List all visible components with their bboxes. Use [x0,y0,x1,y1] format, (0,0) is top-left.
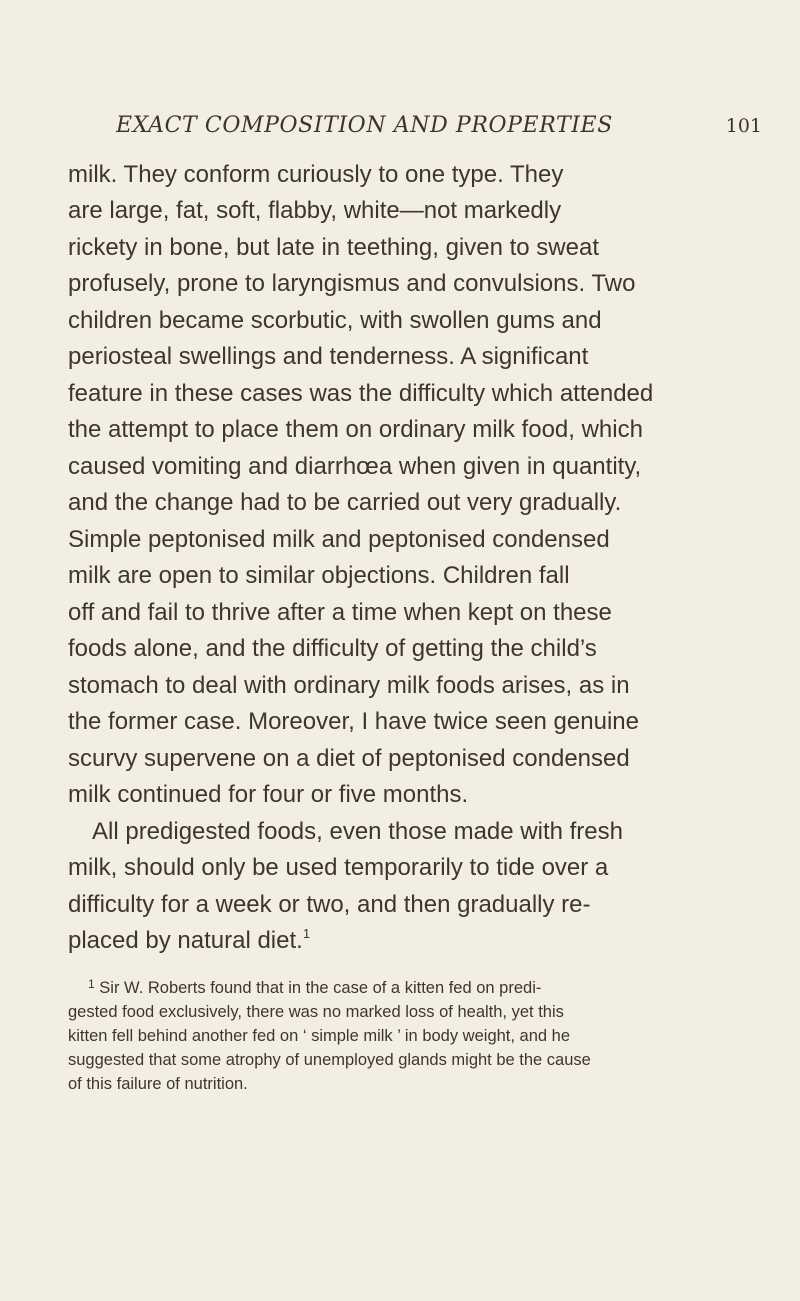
body-line: profusely, prone to laryngismus and convulsions. Two [68,270,636,297]
page-number: 101 [725,115,762,137]
body-line: Simple peptonised milk and peptonised condensed [68,526,610,553]
footnote-line-text: Sir W. Roberts found that in the case of a kitten fed on predi- [99,979,542,997]
body-line: feature in these cases was the difficulty which attended [68,380,654,407]
body-line: the former case. Moreover, I have twice seen genuine [68,708,639,735]
body-line: milk. They conform curiously to one type. They [68,161,564,188]
body-line: foods alone, and the difficulty of getting the child’s [68,635,597,662]
footnote-line: gested food exclusively, there was no marked loss of health, yet this [68,1003,564,1021]
footnote-line [88,977,541,999]
footnote-line: of this failure of nutrition. [68,1075,248,1093]
body-line: milk continued for four or five months. [68,781,469,808]
body-line-text: placed by natural diet. [68,927,303,954]
body-line: difficulty for a week or two, and then gradually re- [68,891,591,918]
body-line: are large, fat, soft, flabby, white—not markedly [68,197,562,224]
body-line: the attempt to place them on ordinary milk food, which [68,416,643,443]
body-line: milk, should only be used temporarily to tide over a [68,854,609,881]
body-line: rickety in bone, but late in teething, given to sweat [68,234,599,261]
body-line: caused vomiting and diarrhœa when given in quantity, [68,453,642,480]
body-line-last [68,926,310,956]
body-line: milk are open to similar objections. Children fall [68,562,570,589]
footnote-line: kitten fell behind another fed on ‘ simple milk ’ in body weight, and he [68,1027,571,1045]
footnote-line: suggested that some atrophy of unemployed glands might be the cause [68,1051,591,1069]
body-line: stomach to deal with ordinary milk foods arises, as in [68,672,630,699]
body-line: off and fail to thrive after a time when kept on these [68,599,612,626]
running-head [116,113,766,143]
body-line: and the change had to be carried out very gradually. [68,489,622,516]
footnote-marker: 1 [88,977,95,991]
body-line-paragraph-start: All predigested foods, even those made with fresh [92,818,623,845]
body-line: children became scorbutic, with swollen gums and [68,307,602,334]
body-line: periosteal swellings and tenderness. A significant [68,343,589,370]
body-line: scurvy supervene on a diet of peptonised condensed [68,745,630,772]
footnote-reference: 1 [302,926,311,941]
running-title: EXACT COMPOSITION AND PROPERTIES [116,113,613,138]
